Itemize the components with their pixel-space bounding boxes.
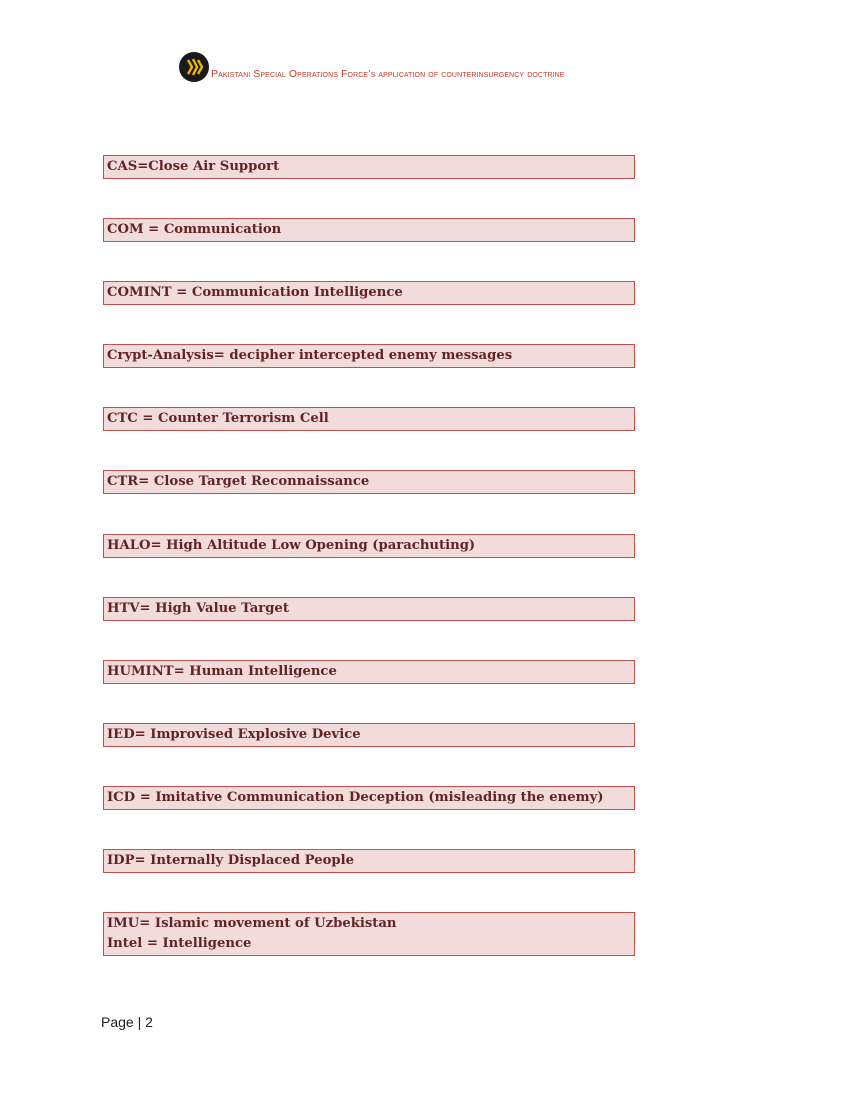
abbreviation-box [103, 534, 635, 558]
page-header [179, 50, 739, 84]
abbreviation-entry: HTV= High Value Target [107, 601, 289, 616]
abbreviation-box [103, 723, 635, 747]
abbreviation-entry: ICD = Imitative Communication Deception (misleading the enemy) [107, 790, 604, 805]
abbreviation-box [103, 344, 635, 368]
abbreviation-entry: CTR= Close Target Reconnaissance [107, 474, 370, 489]
abbreviation-box [103, 155, 635, 179]
abbreviation-entry: CTC = Counter Terrorism Cell [107, 411, 329, 426]
abbreviation-box [103, 597, 635, 621]
abbreviation-entry: COMINT = Communication Intelligence [107, 285, 403, 300]
abbreviation-entry: IED= Improvised Explosive Device [107, 727, 361, 742]
abbreviation-box [103, 470, 635, 494]
header-title: Pakistani Special Operations Force’s application of counterinsurgency doctrine [211, 68, 565, 80]
abbreviation-entry: HALO= High Altitude Low Opening (parachuting) [107, 538, 476, 553]
abbreviation-box [103, 281, 635, 305]
abbreviation-entry: IMU= Islamic movement of Uzbekistan [107, 916, 397, 931]
abbreviation-entry: COM = Communication [107, 222, 282, 237]
emblem-icon [179, 52, 209, 82]
page-number: Page | 2 [101, 1014, 153, 1030]
abbreviation-entry: HUMINT= Human Intelligence [107, 664, 337, 679]
abbreviation-entry: CAS=Close Air Support [107, 159, 280, 174]
abbreviation-box [103, 660, 635, 684]
abbreviation-entry: IDP= Internally Displaced People [107, 853, 355, 868]
abbreviation-box [103, 407, 635, 431]
abbreviation-box [103, 912, 635, 956]
abbreviation-box [103, 218, 635, 242]
abbreviation-entry: Intel = Intelligence [107, 936, 252, 951]
abbreviation-entry: Crypt-Analysis= decipher intercepted enemy messages [107, 348, 513, 363]
abbreviation-box [103, 786, 635, 810]
abbreviation-box [103, 849, 635, 873]
